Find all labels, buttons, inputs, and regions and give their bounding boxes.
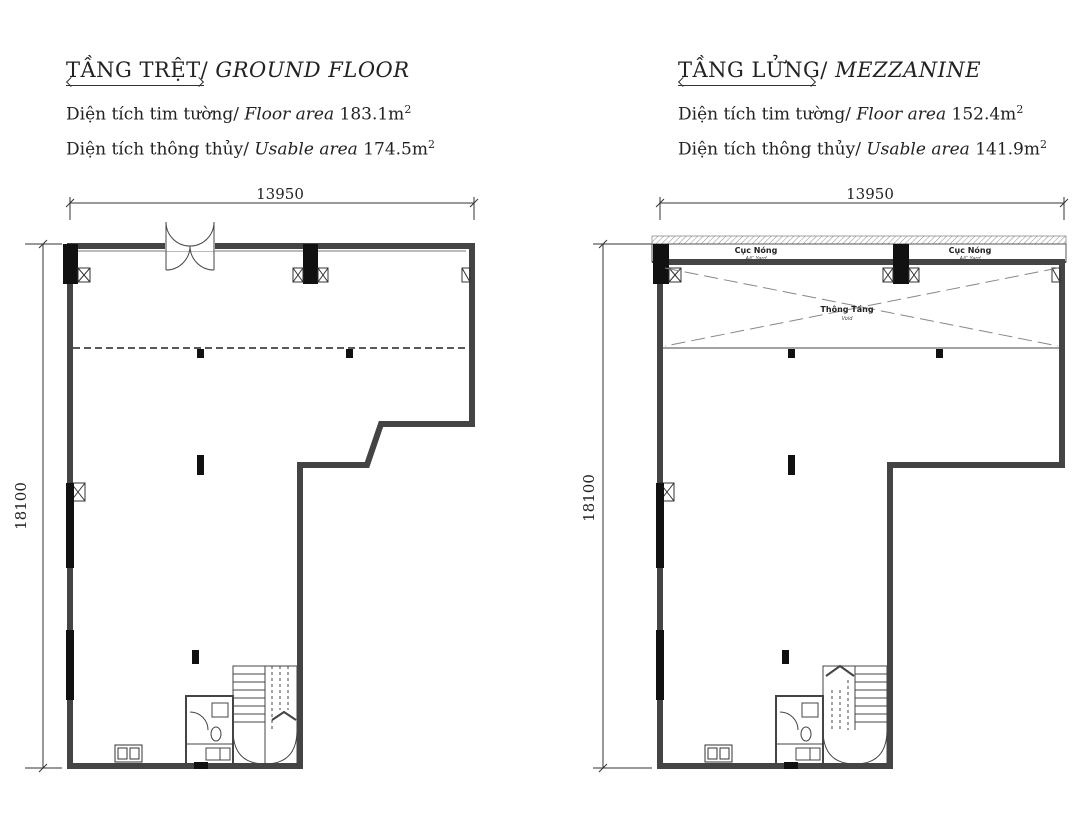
ground-floor-plan: [12, 185, 478, 772]
mezzanine-usable-area-label-en: Usable area: [866, 139, 970, 160]
mezzanine-height-dimension: [593, 240, 652, 772]
ac-yard-left-sub: A/C Yard: [745, 256, 767, 262]
mezzanine-title-vi: TẦNG LỬNG/: [678, 58, 828, 82]
ground-usable-area-value: 174.5m: [363, 139, 428, 160]
mezzanine-staircase: [823, 666, 887, 764]
ground-width-label: 13950: [256, 185, 304, 203]
ac-yard-right-sub: A/C Yard: [959, 256, 981, 262]
void-sub-label: Void: [841, 316, 853, 322]
ac-yard-left-label: Cục Nóng: [734, 246, 778, 255]
ground-wc: [186, 696, 233, 764]
ground-floor-area-label-vi: Diện tích tim tường/: [66, 104, 239, 125]
ground-floor-area-label-en: Floor area: [244, 104, 335, 125]
mezzanine-width-label: 13950: [846, 185, 894, 203]
mezzanine-floor-area-value: 152.4m: [951, 104, 1017, 125]
ground-column: [303, 244, 318, 284]
mezzanine-floor-area-unit: 2: [1016, 103, 1024, 116]
ground-outer-wall: [70, 246, 472, 766]
ground-usable-area-label-vi: Diện tích thông thủy/: [66, 139, 249, 160]
ground-title-vi: TẦNG TRỆT/: [66, 58, 209, 82]
ground-column-boxes: [71, 268, 470, 501]
mezzanine-sink: [705, 745, 732, 762]
mezzanine-height-label: 18100: [580, 474, 598, 522]
mezzanine-usable-area-value: 141.9m: [975, 139, 1040, 160]
ground-floor-area-value: 183.1m: [339, 104, 405, 125]
ground-height-dimension: [25, 240, 62, 772]
ground-column: [63, 244, 78, 284]
ground-staircase: [233, 666, 297, 764]
ground-sink: [115, 745, 142, 762]
mezzanine-title-en: MEZZANINE: [835, 58, 982, 82]
mezzanine-floor-area-label-en: Floor area: [856, 104, 947, 125]
ground-title-en: GROUND FLOOR: [215, 58, 410, 82]
mezzanine-plan: [580, 185, 1068, 772]
mezzanine-floor-area-label-vi: Diện tích tim tường/: [678, 104, 851, 125]
ground-height-label: 18100: [12, 482, 30, 530]
mezzanine-usable-area-label-vi: Diện tích thông thủy/: [678, 139, 861, 160]
mezzanine-wc: [776, 696, 823, 764]
ground-usable-area-unit: 2: [427, 137, 435, 151]
mezzanine-usable-area-unit: 2: [1039, 137, 1047, 151]
void-label: Thông Tầng: [820, 305, 874, 314]
ground-floor-area-unit: 2: [404, 103, 412, 116]
ac-yard-right-label: Cục Nóng: [948, 246, 992, 255]
ground-usable-area-label-en: Usable area: [254, 139, 358, 160]
